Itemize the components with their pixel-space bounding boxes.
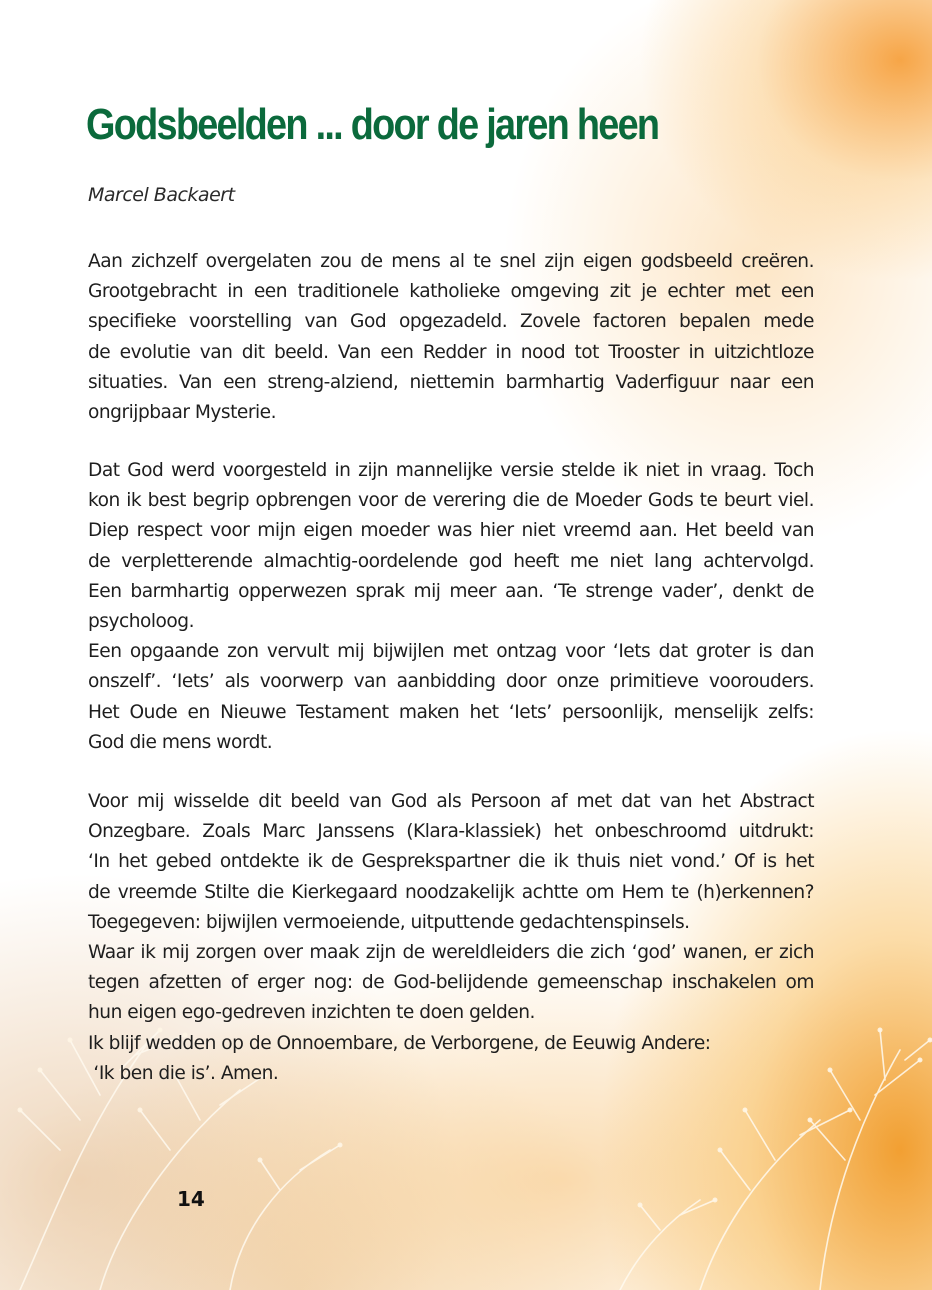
text-line: Aan zichzelf overgelaten zou de mens al te snel zijn eigen godsbeeld creëren. (88, 251, 814, 272)
text-line: specifieke voorstelling van God opgezadeld. Zovele factoren bepalen mede (88, 311, 814, 333)
text-line: Het Oude en Nieuwe Testament maken het ‘Iets’ persoonlijk, menselijk zelfs: (88, 701, 814, 723)
text-line: Diep respect voor mijn eigen moeder was hier niet vreemd aan. Het beeld van (88, 520, 814, 542)
article-title: Godsbeelden ... door de jaren heen (86, 100, 659, 149)
text-line: Grootgebracht in een traditionele katholieke omgeving zit je echter met een (88, 281, 814, 303)
text-line: Voor mij wisselde dit beeld van God als Persoon af met dat van het Abstract (88, 791, 814, 812)
text-line: Toegegeven: bijwijlen vermoeiende, uitputtende gedachtenspinsels. (88, 911, 690, 933)
text-line: situaties. Van een streng-alziend, niettemin barmhartig Vaderfiguur naar een (88, 371, 814, 393)
text-line: Een barmhartig opperwezen sprak mij meer aan. ‘Te strenge vader’, denkt de (88, 580, 814, 602)
author-name: Marcel Backaert (88, 184, 235, 206)
text-line: ‘Ik ben die is’. Amen. (88, 1062, 279, 1084)
text-line: God die mens wordt. (88, 731, 273, 753)
text-line: psycholoog. (88, 611, 195, 633)
text-line: ongrijpbaar Mysterie. (88, 402, 277, 424)
text-line: Onzegbare. Zoals Marc Janssens (Klara-klassiek) het onbeschroomd uitdrukt: (88, 821, 814, 843)
text-line: de verpletterende almachtig-oordelende god heeft me niet lang achtervolgd. (88, 550, 814, 572)
text-line: ‘In het gebed ontdekte ik de Gesprekspartner die ik thuis niet vond.’ Of is het (88, 851, 814, 873)
text-line: Ik blijf wedden op de Onnoembare, de Verborgene, de Eeuwig Andere: (88, 1032, 711, 1054)
paragraph-1 (88, 247, 814, 428)
text-line: hun eigen ego-gedreven inzichten te doen gelden. (88, 1002, 535, 1024)
text-line: Dat God werd voorgesteld in zijn mannelijke versie stelde ik niet in vraag. Toch (88, 460, 814, 481)
paragraph-3 (88, 787, 814, 1089)
text-line: onszelf’. ‘Iets’ als voorwerp van aanbidding door onze primitieve voorouders. (88, 671, 814, 693)
text-line: kon ik best begrip opbrengen voor de verering die de Moeder Gods te beurt viel. (88, 490, 814, 512)
text-line: Een opgaande zon vervult mij bijwijlen met ontzag voor ‘Iets dat groter is dan (88, 641, 814, 663)
paragraph-2 (88, 456, 814, 758)
text-line: Waar ik mij zorgen over maak zijn de wereldleiders die zich ‘god’ wanen, er zich (88, 942, 814, 964)
text-line: de vreemde Stilte die Kierkegaard noodzakelijk achtte om Hem te (h)erkennen? (88, 881, 814, 903)
text-line: de evolutie van dit beeld. Van een Redder in nood tot Trooster in uitzichtloze (88, 341, 814, 363)
text-line: tegen afzetten of erger nog: de God-belijdende gemeenschap inschakelen om (88, 972, 814, 994)
page-number: 14 (177, 1187, 205, 1211)
